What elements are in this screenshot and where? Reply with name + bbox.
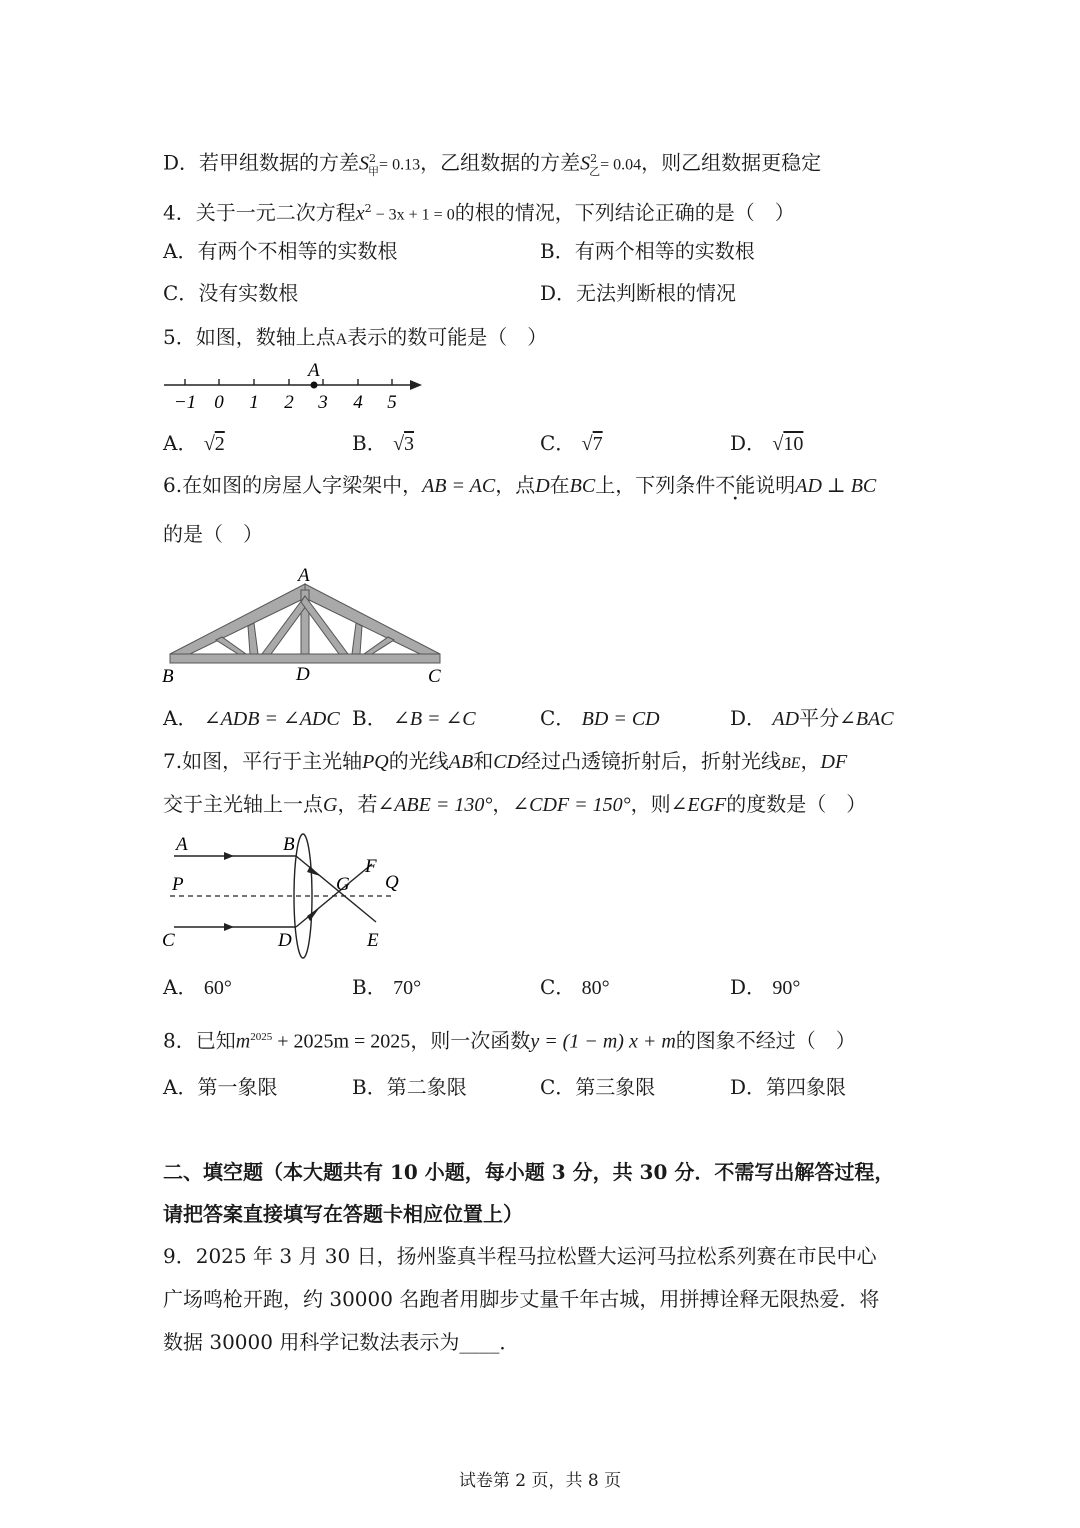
- point-a-marker: [311, 382, 318, 389]
- q6-option-d[interactable]: D． AD平分∠BAC: [730, 706, 894, 730]
- section-2-heading-line2: 请把答案直接填写在答题卡相应位置上）: [163, 1202, 523, 1226]
- vertex-b-label: B: [162, 666, 174, 687]
- q3-option-d: D．若甲组数据的方差$S^2_甲= 0.13$，乙组数据的方差$S^2_乙= 0.04$，则乙组数据更稳定: [163, 150, 822, 178]
- q9-stem-line3: 数据 30000 用科学记数法表示为____．: [163, 1330, 520, 1354]
- q7-stem-line2: 交于主光轴上一点G，若∠ABE = 130°，∠CDF = 150°，则∠EGF的度数是（ ）: [163, 792, 867, 816]
- q9-stem-line1: 9．2025 年 3 月 30 日，扬州鉴真半程马拉松暨大运河马拉松系列赛在市民中心: [163, 1244, 877, 1268]
- q6-option-b[interactable]: B． ∠B = ∠C: [352, 706, 476, 730]
- vertex-a-label: A: [298, 565, 310, 586]
- q7-option-c[interactable]: C． 80°: [540, 975, 610, 999]
- q7-stem: 7.如图，平行于主光轴PQ的光线AB和CD经过凸透镜折射后，折射光线BE，DF: [163, 749, 848, 773]
- point-q-label: Q: [385, 872, 399, 893]
- point-a-label: A: [176, 834, 188, 855]
- point-f-label: F: [365, 856, 377, 877]
- tick-label: −1: [173, 392, 197, 413]
- q6-option-a[interactable]: A． ∠ADB = ∠ADC: [163, 706, 340, 730]
- q5-stem: 5．如图，数轴上点A表示的数可能是（ ）: [163, 325, 548, 349]
- tick-label: 1: [249, 392, 259, 413]
- vertex-c-label: C: [428, 666, 441, 687]
- q4-option-a[interactable]: A．有两个不相等的实数根: [163, 239, 398, 263]
- q8-option-c[interactable]: C．第三象限: [540, 1075, 656, 1099]
- q6-option-c[interactable]: C． BD = CD: [540, 706, 660, 730]
- roof-truss-figure: [160, 560, 450, 690]
- q7-option-d[interactable]: D． 90°: [730, 975, 801, 999]
- q5-option-c[interactable]: C． √7: [540, 431, 603, 455]
- vertex-d-label: D: [296, 664, 310, 685]
- q9-stem-line2: 广场鸣枪开跑，约 30000 名跑者用脚步丈量千年古城，用拼搏诠释无限热爱．将: [163, 1287, 880, 1311]
- point-b-label: B: [283, 834, 295, 855]
- tick-label: 5: [387, 392, 397, 413]
- q5-option-b[interactable]: B． √3: [352, 431, 415, 455]
- point-d-label: D: [278, 930, 292, 951]
- q4-option-b[interactable]: B．有两个相等的实数根: [540, 239, 755, 263]
- q4-option-d[interactable]: D．无法判断根的情况: [540, 281, 737, 305]
- q7-option-a[interactable]: A． 60°: [163, 975, 232, 999]
- number-line-figure: [160, 358, 430, 414]
- q6-stem: 6.在如图的房屋人字梁架中，AB = AC，点D在BC上，下列条件不能说明AD ⊥ BC: [163, 473, 877, 497]
- convex-lens-figure: [160, 830, 420, 965]
- tick-label: 3: [318, 392, 328, 413]
- q7-option-b[interactable]: B． 70°: [352, 975, 422, 999]
- q4-option-c[interactable]: C．没有实数根: [163, 281, 299, 305]
- q4-stem: 4．关于一元二次方程$x^2 - 3x + 1 = 0$的根的情况，下列结论正确的是（ ）: [163, 200, 795, 225]
- q8-stem: 8．已知$m^{2025} + 2025m = 2025$，则一次函数y = (1 − m) x + m的图象不经过（ ）: [163, 1028, 856, 1053]
- q6-stem-line2: 的是（ ）: [163, 522, 263, 546]
- point-a-label: A: [308, 360, 320, 381]
- q5-option-a[interactable]: A． √2: [163, 431, 225, 455]
- q8-option-d[interactable]: D．第四象限: [730, 1075, 847, 1099]
- q8-option-b[interactable]: B．第二象限: [352, 1075, 467, 1099]
- point-e-label: E: [367, 930, 379, 951]
- tick-label: 4: [353, 392, 363, 413]
- point-c-label: C: [162, 930, 175, 951]
- tick-label: 0: [214, 392, 224, 413]
- q5-option-d[interactable]: D． √10: [730, 431, 804, 455]
- page-footer: 试卷第 2 页，共 8 页: [458, 1471, 622, 1491]
- point-p-label: P: [172, 874, 184, 895]
- tick-label: 2: [284, 392, 294, 413]
- section-2-heading: 二、填空题（本大题共有 10 小题，每小题 3 分，共 30 分．不需写出解答过程，: [163, 1160, 895, 1184]
- answer-blank[interactable]: ____: [459, 1330, 500, 1354]
- point-g-label: G: [336, 874, 350, 895]
- q8-option-a[interactable]: A．第一象限: [163, 1075, 278, 1099]
